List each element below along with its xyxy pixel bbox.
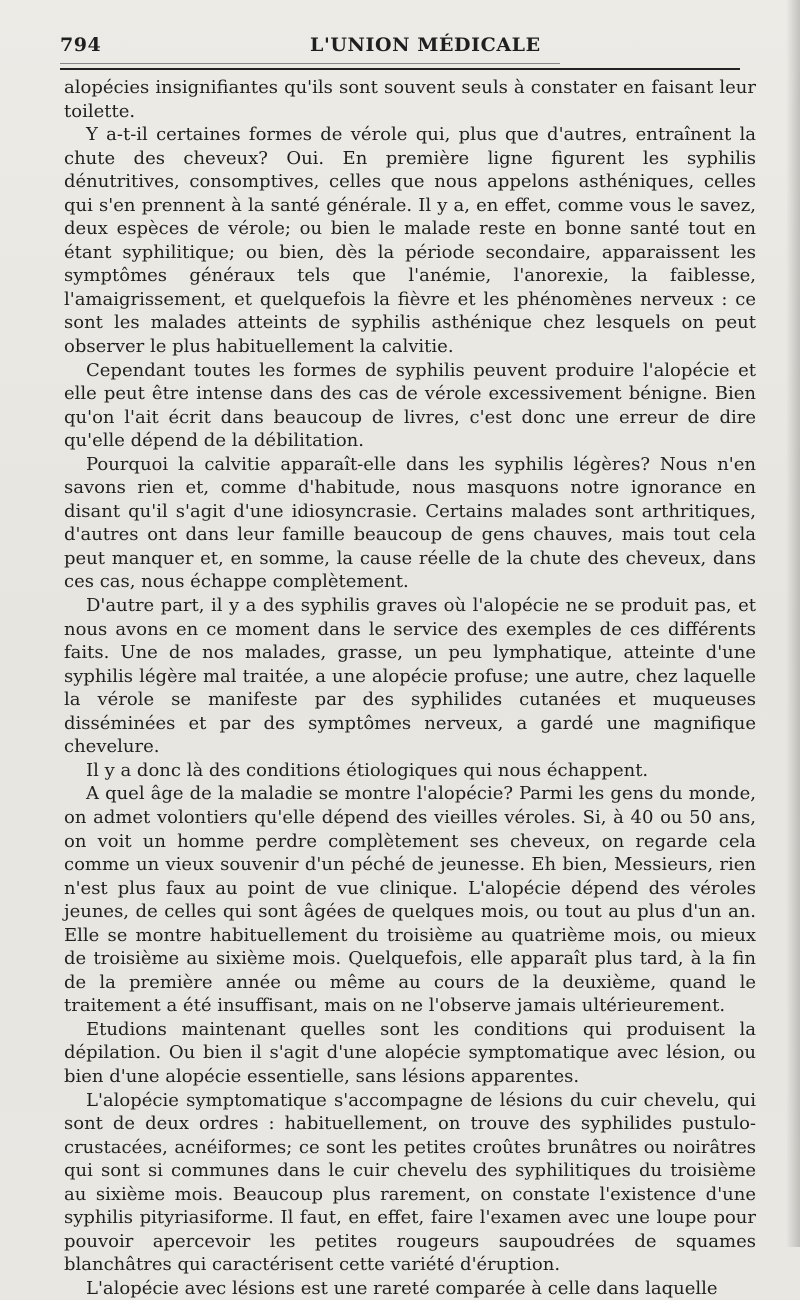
header-rule-thin (60, 63, 560, 64)
paragraph: D'autre part, il y a des syphilis graves où l'alopécie ne se produit pas, et nous avons en ce moment dans le service des exemples de ces différents faits. Une de nos malades, grasse, un peu lymphatique, atteinte d'une syphilis légère mal traitée, a une alopécie profuse; une autre, chez laquelle la vérole se manifeste par des syphilides cutanées et muqueuses disséminées et par des symptômes nerveux, a gardé une magnifique chevelure. (64, 595, 756, 758)
paragraph: Y a-t-il certaines formes de vérole qui, plus que d'autres, entraînent la chute des cheveux? Oui. En première ligne figurent les syphilis dénutritives, consomptives, celles que nous appelons asthéniques, celles qui s'en prennent à la santé générale. Il y a, en effet, comme vous le savez, deux espèces de vérole; ou bien le malade reste en bonne santé tout en étant syphilitique; ou bien, dès la période secondaire, apparaissent les symptômes généraux tels que l'anémie, l'anorexie, la faiblesse, l'amaigrissement, et quelquefois la fièvre et les phénomènes nerveux : ce sont les malades atteints de syphilis asthénique chez lesquels on peut observer le plus habituellement la calvitie. (64, 124, 756, 358)
paragraph: L'alopécie symptomatique s'accompagne de lésions du cuir chevelu, qui sont de deux ordres : habituellement, on trouve des syphilides pustulo-crustacées, acnéiformes; ce sont les petites croûtes brunâtres ou noirâtres qui sont si communes dans le cuir chevelu des syphilitiques du troisième au sixième mois. Beaucoup plus rarement, on constate l'existence d'une syphilis pityriasiforme. Il faut, en effet, faire l'examen avec une loupe pour pouvoir apercevoir les petites rougeurs saupoudrées de squames blanchâtres qui caractérisent cette variété d'éruption. (64, 1089, 756, 1276)
running-title: L'UNION MÉDICALE (310, 34, 541, 56)
page-edge-shadow (786, 0, 800, 1247)
paragraph: Cependant toutes les formes de syphilis peuvent produire l'alopécie et elle peut être intense dans des cas de vérole excessivement bénigne. Bien qu'on l'ait écrit dans beaucoup de livres, c'est donc une erreur de dire qu'elle dépend de la débilitation. (64, 359, 756, 452)
paragraph: alopécies insignifiantes qu'ils sont souvent seuls à constater en faisant leur toilette. (64, 77, 756, 122)
page-number: 794 (60, 34, 102, 56)
paragraph: Etudions maintenant quelles sont les conditions qui produisent la dépilation. Ou bien il s'agit d'une alopécie symptomatique avec lésion, ou bien d'une alopécie essentielle, sans lésions apparentes. (64, 1018, 756, 1087)
paragraph: L'alopécie avec lésions est une rareté comparée à celle dans laquelle (86, 1277, 718, 1299)
header-rule (60, 68, 740, 70)
paragraph: Pourquoi la calvitie apparaît-elle dans les syphilis légères? Nous n'en savons rien et, comme d'habitude, nous masquons notre ignorance en disant qu'il s'agit d'une idiosyncrasie. Certains malades sont arthritiques, d'autres ont dans leur famille beaucoup de gens chauves, mais tout cela peut manquer et, en somme, la cause réelle de la chute des cheveux, dans ces cas, nous échappe complètement. (64, 453, 756, 593)
paragraph: Il y a donc là des conditions étiologiques qui nous échappent. (86, 759, 649, 781)
paragraph: A quel âge de la maladie se montre l'alopécie? Parmi les gens du monde, on admet volontiers qu'elle dépend des vieilles véroles. Si, à 40 ou 50 ans, on voit un homme perdre complètement ses cheveux, on regarde cela comme un vieux souvenir d'un péché de jeunesse. Eh bien, Messieurs, rien n'est plus faux au point de vue clinique. L'alopécie dépend des véroles jeunes, de celles qui sont âgées de quelques mois, ou tout au plus d'un an. Elle se montre habituellement du troisième au quatrième mois, ou mieux de troisième au sixième mois. Quelquefois, elle apparaît plus tard, à la fin de la première année ou même au cours de la deuxième, quand le traitement a été insuffisant, mais on ne l'observe jamais ultérieurement. (64, 783, 756, 1017)
page-header (60, 30, 740, 70)
article-body (64, 76, 756, 1300)
